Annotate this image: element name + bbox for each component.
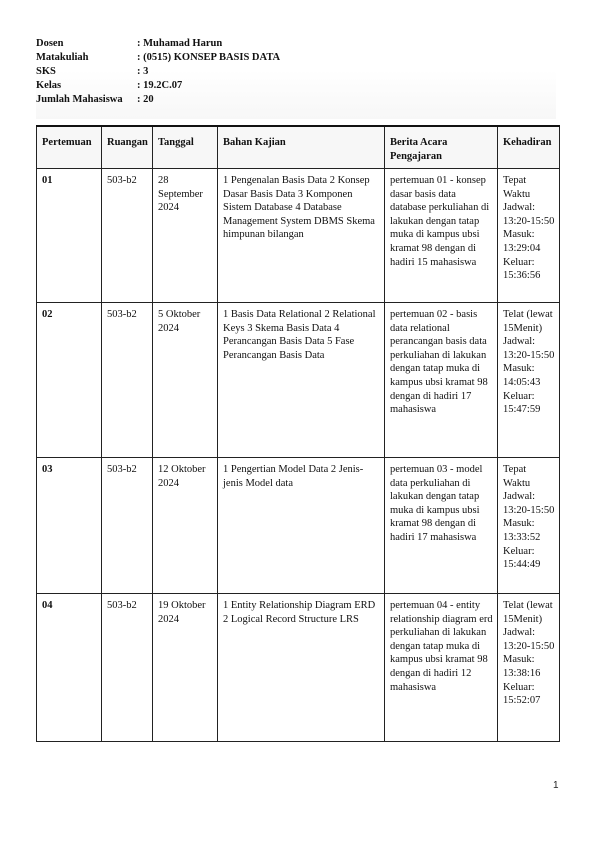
matakuliah-value: : (0515) KONSEP BASIS DATA [137, 52, 281, 63]
dosen-label: Dosen [36, 38, 64, 49]
cell-bahan-kajian: 1 Pengenalan Basis Data 2 Konsep Dasar Basis Data 3 Komponen Sistem Database 4 Database Management System DBMS Skema himpunan bilangan [218, 169, 385, 303]
cell-ruangan: 503-b2 [102, 303, 153, 458]
table-row [37, 594, 560, 742]
cell-pertemuan: 01 [37, 169, 102, 303]
cell-tanggal: 28 September 2024 [153, 169, 218, 303]
cell-tanggal: 12 Oktober 2024 [153, 458, 218, 594]
cell-kehadiran: Tepat Waktu Jadwal: 13:20-15:50 Masuk: 13:33:52 Keluar: 15:44:49 [498, 458, 560, 594]
cell-bahan-kajian: 1 Pengertian Model Data 2 Jenis-jenis Model data [218, 458, 385, 594]
cell-kehadiran: Tepat Waktu Jadwal: 13:20-15:50 Masuk: 13:29:04 Keluar: 15:36:56 [498, 169, 560, 303]
table-row [37, 169, 560, 303]
cell-ruangan: 503-b2 [102, 458, 153, 594]
table-header-row [37, 126, 560, 169]
cell-ruangan: 503-b2 [102, 169, 153, 303]
col-header-tanggal: Tanggal [153, 126, 218, 169]
jumlah-mahasiswa-label: Jumlah Mahasiswa [36, 94, 123, 105]
attendance-table [36, 125, 560, 742]
table-row [37, 303, 560, 458]
sks-label: SKS [36, 66, 56, 77]
kelas-row [36, 79, 556, 93]
matakuliah-label: Matakuliah [36, 52, 89, 63]
col-header-bahan-kajian: Bahan Kajian [218, 126, 385, 169]
cell-pertemuan: 04 [37, 594, 102, 742]
cell-tanggal: 19 Oktober 2024 [153, 594, 218, 742]
col-header-pertemuan: Pertemuan [37, 126, 102, 169]
cell-bahan-kajian: 1 Entity Relationship Diagram ERD 2 Logical Record Structure LRS [218, 594, 385, 742]
course-info-header [36, 37, 556, 119]
col-header-ruangan: Ruangan [102, 126, 153, 169]
cell-berita-acara: pertemuan 02 - basis data relational perancangan basis data perkuliahan di lakukan dengan tatap muka di kampus ubsi kramat 98 dengan di hadiri 17 mahasiswa [385, 303, 498, 458]
cell-kehadiran: Telat (lewat 15Menit) Jadwal: 13:20-15:50 Masuk: 14:05:43 Keluar: 15:47:59 [498, 303, 560, 458]
cell-bahan-kajian: 1 Basis Data Relational 2 Relational Keys 3 Skema Basis Data 4 Perancangan Basis Data 5 Fase Perancangan Basis Data [218, 303, 385, 458]
cell-pertemuan: 03 [37, 458, 102, 594]
cell-berita-acara: pertemuan 04 - entity relationship diagram erd perkuliahan di lakukan dengan tatap muka di kampus ubsi kramat 98 dengan di hadiri 12 mahasiswa [385, 594, 498, 742]
dosen-value: : Muhamad Harun [137, 38, 223, 49]
cell-pertemuan: 02 [37, 303, 102, 458]
sks-row [36, 65, 556, 79]
jumlah-mahasiswa-value: : 20 [137, 94, 154, 105]
dosen-row [36, 37, 556, 51]
matakuliah-row [36, 51, 556, 65]
cell-tanggal: 5 Oktober 2024 [153, 303, 218, 458]
jumlah-mahasiswa-row [36, 93, 556, 107]
page-number: 1 [553, 780, 559, 791]
kelas-label: Kelas [36, 80, 62, 91]
table-row [37, 458, 560, 594]
kelas-value: : 19.2C.07 [137, 80, 183, 91]
col-header-berita-acara: Berita Acara Pengajaran [385, 126, 498, 169]
sks-value: : 3 [137, 66, 149, 77]
cell-kehadiran: Telat (lewat 15Menit) Jadwal: 13:20-15:50 Masuk: 13:38:16 Keluar: 15:52:07 [498, 594, 560, 742]
cell-ruangan: 503-b2 [102, 594, 153, 742]
col-header-kehadiran: Kehadiran [498, 126, 560, 169]
cell-berita-acara: pertemuan 01 - konsep dasar basis data database perkuliahan di lakukan dengan tatap muka di kampus ubsi kramat 98 dengan di hadiri 15 mahasiswa [385, 169, 498, 303]
cell-berita-acara: pertemuan 03 - model data perkuliahan di lakukan dengan tatap muka di kampus ubsi kramat 98 dengan di hadiri 17 mahasiswa [385, 458, 498, 594]
